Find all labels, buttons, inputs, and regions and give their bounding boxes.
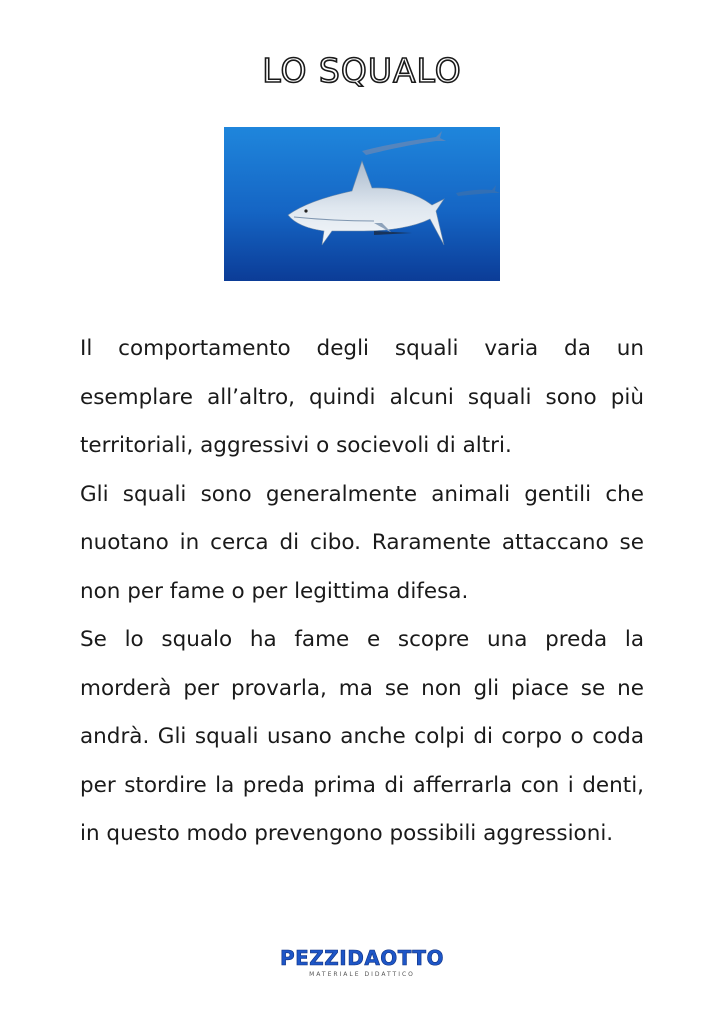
footer-logo <box>0 946 724 980</box>
paragraph: Gli squali sono generalmente animali gentili che nuotano in cerca di cibo. Raramente attaccano se non per fame o per legittima difesa. <box>80 481 644 604</box>
brand-name: PEZZIDAOTTO <box>279 946 445 970</box>
shark-photo-icon <box>224 127 500 281</box>
body-text <box>80 325 644 859</box>
page-title: LO SQUALO <box>262 51 462 90</box>
paragraph: Il comportamento degli squali varia da un esemplare all’altro, quindi alcuni squali sono più territoriali, aggressivi o socievoli di altri. <box>80 336 644 458</box>
brand-tagline: MATERIALE DIDATTICO <box>309 971 415 978</box>
shark-photo <box>224 127 500 281</box>
paragraph: Se lo squalo ha fame e scopre una preda la morderà per provarla, ma se non gli piace se ne andrà. Gli squali usano anche colpi di corpo o coda per stordire la preda prima di afferrarla con i denti, in questo modo prevengono possibili aggressioni. <box>80 627 644 846</box>
